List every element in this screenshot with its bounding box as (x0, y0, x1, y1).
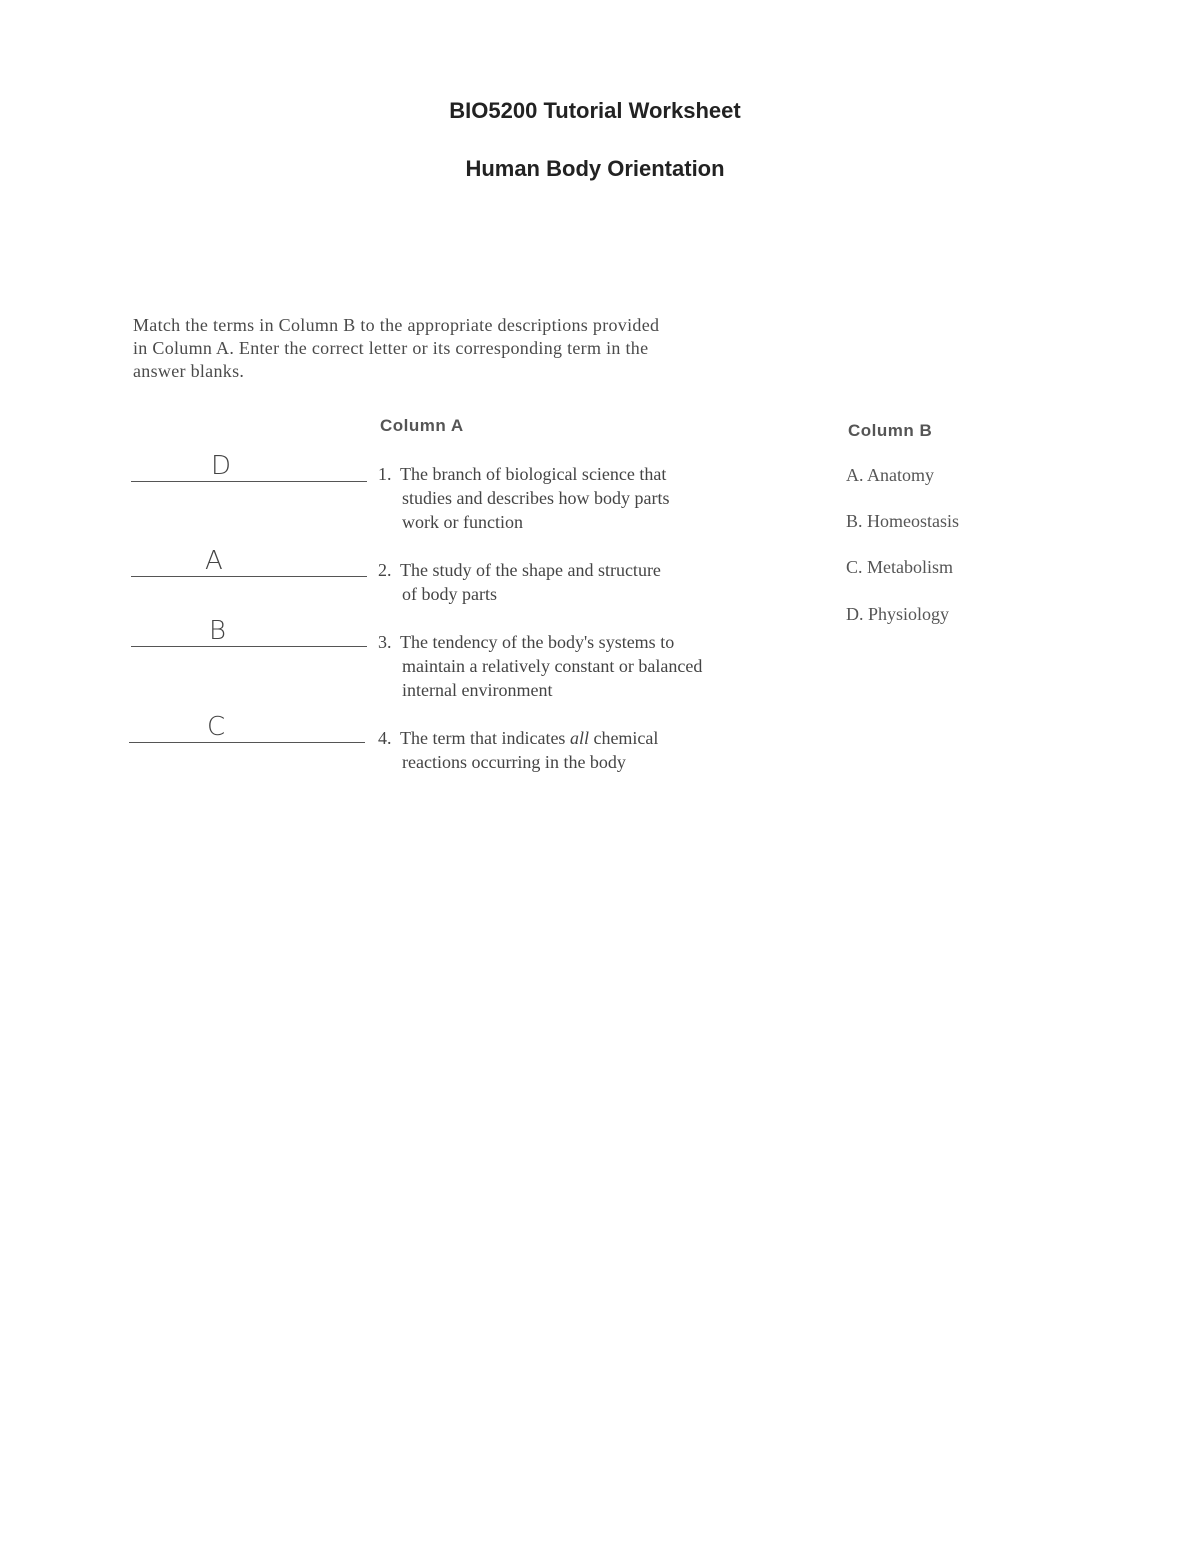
description-line: The branch of biological science that (400, 464, 667, 484)
description-4 (378, 726, 798, 774)
description-line: maintain a relatively constant or balanced (402, 656, 703, 676)
term-b-4: D. Physiology (846, 604, 950, 624)
description-line: internal environment (402, 680, 553, 700)
instructions-line: in Column A. Enter the correct letter or its corresponding term in the (133, 338, 649, 358)
handwritten-answer: C (207, 712, 226, 742)
description-line: chemical (588, 728, 659, 748)
description-line: studies and describes how body parts (402, 488, 670, 508)
answer-blank-1[interactable] (131, 441, 367, 482)
description-line: The tendency of the body's systems to (400, 632, 675, 652)
answer-blank-2[interactable] (131, 536, 367, 577)
worksheet-subtitle: Human Body Orientation (465, 156, 725, 181)
handwritten-answer: B (209, 616, 227, 646)
description-line: of body parts (402, 584, 497, 604)
description-line: The study of the shape and structure (400, 560, 661, 580)
item-number: 1. (378, 464, 392, 484)
description-emphasis: all (569, 728, 589, 748)
description-3 (378, 630, 798, 702)
answer-blank-3[interactable] (131, 606, 367, 647)
description-2 (378, 558, 798, 606)
handwritten-answer: A (205, 546, 223, 576)
instructions-line: answer blanks. (133, 361, 245, 381)
worksheet-title: BIO5200 Tutorial Worksheet (449, 98, 741, 123)
description-line: work or function (402, 512, 523, 532)
term-b-1: A. Anatomy (846, 465, 934, 485)
description-line: reactions occurring in the body (402, 752, 626, 772)
handwritten-answer: D (211, 451, 232, 481)
instructions-line: Match the terms in Column B to the appropriate descriptions provided (133, 315, 660, 335)
description-1 (378, 462, 798, 534)
column-b-heading: Column B (848, 421, 933, 440)
term-b-2: B. Homeostasis (846, 511, 960, 531)
term-b-3: C. Metabolism (846, 557, 953, 577)
item-number: 3. (378, 632, 392, 652)
item-number: 2. (378, 560, 392, 580)
instructions (133, 314, 793, 383)
item-number: 4. (378, 728, 392, 748)
description-line: The term that indicates (400, 728, 570, 748)
column-a-heading: Column A (380, 416, 464, 435)
answer-blank-4[interactable] (129, 702, 365, 743)
